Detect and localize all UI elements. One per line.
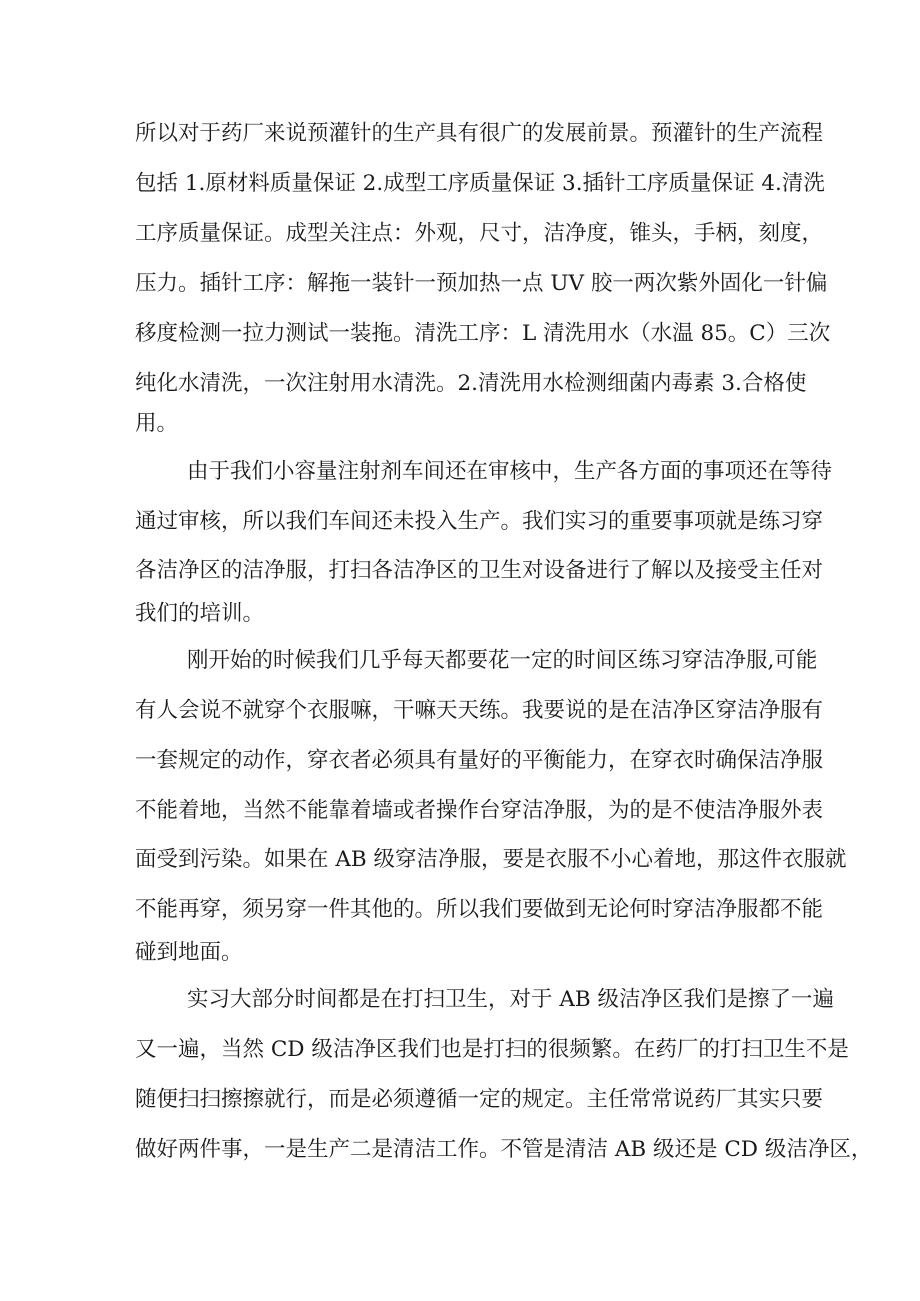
text-line: 碰到地面。 <box>135 940 243 965</box>
text-line: 又一遍，当然 CD 级洁净区我们也是打扫的很频繁。在药厂的打扫卫生不是 <box>135 1037 849 1062</box>
text-line: 通过审核，所以我们车间还未投入生产。我们实习的重要事项就是练习穿 <box>135 509 824 534</box>
text-line: 所以对于药厂来说预灌针的生产具有很广的发展前景。预灌针的生产流程 <box>135 121 824 146</box>
text-line: 不能再穿，须另穿一件其他的。所以我们要做到无论何时穿洁净服都不能 <box>135 897 824 922</box>
text-line: 我们的培训。 <box>135 601 265 626</box>
text-line: 用。 <box>135 411 179 436</box>
text-line: 工序质量保证。成型关注点：外观，尺寸，洁净度，锥头，手柄，刻度， <box>135 221 824 246</box>
text-line: 纯化水清洗，一次注射用水清洗。2.清洗用水检测细菌内毒素 3.合格使 <box>135 371 807 396</box>
text-line: 不能着地，当然不能靠着墙或者操作台穿洁净服，为的是不使洁净服外表 <box>135 798 824 823</box>
text-line: 有人会说不就穿个衣服嘛，干嘛天天练。我要说的是在洁净区穿洁净服有 <box>135 698 824 723</box>
text-line: 包括 1.原材料质量保证 2.成型工序质量保证 3.插针工序质量保证 4.清洗 <box>135 171 825 196</box>
text-line: 随便扫扫擦擦就行，而是必须遵循一定的规定。主任常常说药厂其实只要 <box>135 1087 824 1112</box>
text-line: 实习大部分时间都是在打扫卫生，对于 AB 级洁净区我们是擦了一遍 <box>187 987 834 1012</box>
text-line: 各洁净区的洁净服，打扫各洁净区的卫生对设备进行了解以及接受主任对 <box>135 558 824 583</box>
text-line: 移度检测一拉力测试一装拖。清洗工序：L 清洗用水（水温 85。C）三次 <box>135 321 831 346</box>
text-line: 面受到污染。如果在 AB 级穿洁净服，要是衣服不小心着地，那这件衣服就 <box>135 847 847 872</box>
text-line: 一套规定的动作，穿衣者必须具有量好的平衡能力，在穿衣时确保洁净服 <box>135 748 824 773</box>
text-line: 做好两件事，一是生产二是清洁工作。不管是清洁 AB 级还是 CD 级洁净区， <box>135 1137 873 1162</box>
text-line: 刚开始的时候我们几乎每天都要花一定的时间区练习穿洁净服,可能 <box>187 648 818 673</box>
text-line: 由于我们小容量注射剂车间还在审核中，生产各方面的事项还在等待 <box>187 459 833 484</box>
text-line: 压力。插针工序：解拖一装针一预加热一点 UV 胶一两次紫外固化一针偏 <box>135 271 828 296</box>
